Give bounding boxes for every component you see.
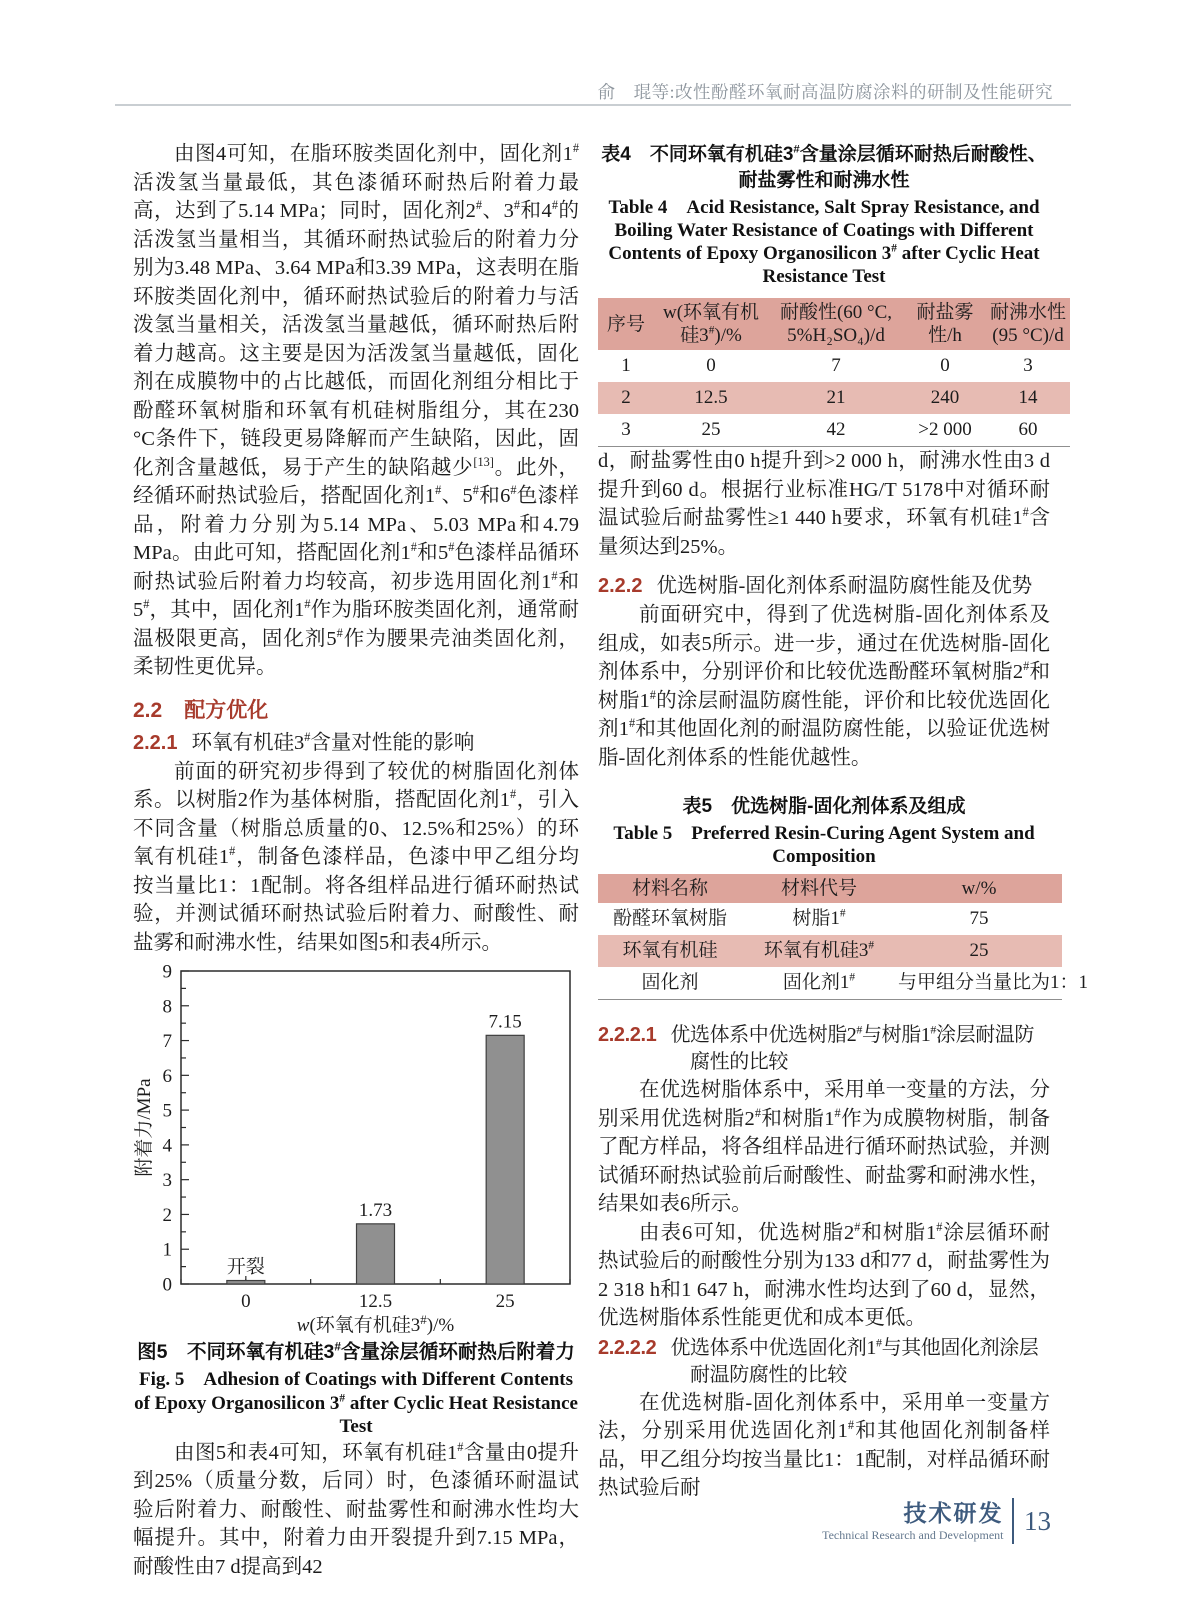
table-cell: 2 <box>598 382 654 414</box>
section-title: 优选树脂-固化剂体系耐温防腐性能及优势 <box>656 575 1033 597</box>
footer-divider <box>1012 1498 1015 1544</box>
table4 <box>598 298 1070 447</box>
table-cell: 25 <box>701 419 721 440</box>
svg-text:8: 8 <box>162 996 172 1018</box>
column-header: 材料代号 <box>742 874 896 903</box>
table-cell: 0 <box>706 355 716 376</box>
figure5-caption-zh: 图5 不同环氧有机硅3#含量涂层循环耐热后附着力 <box>137 1340 575 1363</box>
body-paragraph: 由图5和表4可知，环氧有机硅1#含量由0提升到25%（质量分数，后同）时，色漆循环耐温试验后附着力、耐酸性、耐盐雾性和耐沸水性均大幅提升。其中，附着力由开裂提升到7.15 MPa，耐酸性由7 d提高到42 <box>133 1439 580 1578</box>
figure5-bar-chart <box>133 965 579 1337</box>
column-header: 耐酸性(60 °C, 5%H₂SO₄)/d <box>768 298 904 350</box>
table-cell: 60 <box>1018 419 1038 440</box>
column-header: w(环氧有机硅3#)/% <box>654 298 768 350</box>
footer <box>822 1498 1051 1544</box>
section-number: 2.2.2.2 <box>598 1336 657 1359</box>
footer-section <box>822 1501 1003 1542</box>
footer-section-en: Technical Research and Development <box>822 1527 1004 1542</box>
section-title: 环氧有机硅3#含量对性能的影响 <box>191 729 475 754</box>
table5-title-en: Table 5 Preferred Resin-Curing Agent System and Composition <box>613 823 1035 867</box>
svg-text:2: 2 <box>162 1204 172 1226</box>
table-row <box>598 414 1070 447</box>
svg-text:开裂: 开裂 <box>226 1256 265 1278</box>
table5-title-zh: 表5 优选树脂-固化剂体系及组成 <box>682 796 966 817</box>
left-column <box>133 140 579 1581</box>
table-cell: 7 <box>831 355 841 376</box>
right-column <box>598 140 1089 1503</box>
table-cell: 14 <box>986 382 1070 414</box>
header-divider <box>115 104 1071 106</box>
section-title: 配方优化 <box>184 698 269 722</box>
table-row <box>598 903 1062 935</box>
svg-text:1: 1 <box>162 1239 172 1261</box>
figure5-caption-en: Fig. 5 Adhesion of Coatings with Different Contents of Epoxy Organosilicon 3# after Cyclic Heat Resistance Test <box>134 1369 578 1437</box>
column-header: 序号 <box>598 298 654 350</box>
table-cell: 25 <box>896 935 1062 967</box>
section-heading-2-2-1 <box>133 728 579 758</box>
table-cell: 42 <box>826 419 846 440</box>
section-number: 2.2.2.1 <box>598 1024 657 1046</box>
svg-text:6: 6 <box>162 1065 172 1087</box>
svg-text:7: 7 <box>162 1031 172 1053</box>
svg-text:25: 25 <box>495 1291 515 1312</box>
table-cell: 3 <box>1023 355 1033 376</box>
svg-text:0: 0 <box>241 1291 251 1312</box>
table-cell: 0 <box>940 355 950 376</box>
table-cell: 75 <box>969 908 989 929</box>
body-paragraph: 前面研究中，得到了优选树脂-固化剂体系及组成，如表5所示。进一步，通过在优选树脂-固化剂体系中，分别评价和比较优选酚醛环氧树脂2#和树脂1#的涂层耐温防腐性能，评价和比较优选固化剂1#和其他固化剂的耐温防腐性能，以验证优选树脂-固化剂体系的性能优越性。 <box>598 604 1051 769</box>
table-cell: 酚醛环氧树脂 <box>612 908 727 929</box>
table-cell: 1 <box>621 355 631 376</box>
table5 <box>598 874 1089 1000</box>
table-header-row <box>598 874 1062 903</box>
table-cell: 环氧有机硅 <box>598 935 742 967</box>
section-heading-2-2-2 <box>598 571 1050 601</box>
table-row <box>598 935 1062 967</box>
section-heading-2-2-2-1 <box>598 1022 1050 1076</box>
section-number: 2.2.1 <box>133 731 178 754</box>
svg-text:w(环氧有机硅3#)/%: w(环氧有机硅3#)/% <box>296 1312 455 1336</box>
body-paragraph: 由图4可知，在脂环胺类固化剂中，固化剂1#活泼氢当量最低，其色漆循环耐热后附着力最高，达到了5.14 MPa；同时，固化剂2#、3#和4#的活泼氢当量相当，其循环耐热试验后的附着力分别为3.48 MPa、3.64 MPa和3.39 MPa，这表明在脂环胺类固化剂中，循环耐热试验后的附着力与活泼氢当量相关，活泼氢当量越低，循环耐热后附着力越高。这主要是因为活泼氢当量越低，固化剂在成膜物中的占比越低，而固化剂组分相比于酚醛环氧树脂和环氧有机硅树脂组分，其在230 °C条件下，链段更易降解而产生缺陷，因此，固化剂含量越低，易于产生的缺陷越少[13]。此外，经循环耐热试验后，搭配固化剂1#、5#和6#色漆样品，附着力分别为5.14 MPa、5.03 MPa和4.79 MPa。由此可知，搭配固化剂1#和5#色漆样品循环耐热试验后附着力均较高，初步选用固化剂1#和5#，其中，固化剂1#作为脂环胺类固化剂，通常耐温极限更高，固化剂5#作为腰果壳油类固化剂，柔韧性更优异。 <box>133 141 580 678</box>
table-cell: 240 <box>904 382 986 414</box>
column-header: 耐沸水性(95 °C)/d <box>986 298 1070 350</box>
body-paragraph: 前面的研究初步得到了较优的树脂固化剂体系。以树脂2作为基体树脂，搭配固化剂1#，引入不同含量（树脂总质量的0、12.5%和25%）的环氧有机硅1#，制备色漆样品，色漆中甲乙组分均按当量比1：1配制。将各组样品进行循环耐热试验，并测试循环耐热试验后附着力、耐酸性、耐盐雾和耐沸水性，结果如图5和表4所示。 <box>133 760 580 954</box>
footer-section-zh: 技术研发 <box>903 1499 1004 1526</box>
table-row <box>598 382 1070 414</box>
table-header-row <box>598 298 1070 350</box>
column-header: 材料名称 <box>598 874 742 903</box>
page-number: 13 <box>1024 1505 1051 1536</box>
svg-text:附着力/MPa: 附着力/MPa <box>134 1078 155 1177</box>
table-cell: 与甲组分当量比为1：1 <box>898 972 1089 993</box>
table4-title-zh: 表4 不同环氧有机硅3#含量涂层循环耐热后耐酸性、耐盐雾性和耐沸水性 <box>601 143 1047 191</box>
svg-text:7.15: 7.15 <box>488 1011 522 1033</box>
section-heading-2-2-2-2 <box>598 1335 1050 1389</box>
svg-text:5: 5 <box>162 1100 172 1122</box>
svg-text:0: 0 <box>162 1274 172 1296</box>
table-cell: 环氧有机硅3# <box>742 935 896 967</box>
body-paragraph: 由表6可知，优选树脂2#和树脂1#涂层循环耐热试验后的耐酸性分别为133 d和77 d，耐盐雾性为2 318 h和1 647 h，耐沸水性均达到了60 d，显然，优选树脂体系性能更优和成本更低。 <box>598 1219 1051 1329</box>
table-cell: 固化剂 <box>641 972 699 993</box>
body-paragraph: d，耐盐雾性由0 h提升到>2 000 h，耐沸水性由3 d提升到60 d。根据行业标准HG/T 5178中对循环耐温试验后耐盐雾性≥1 440 h要求，环氧有机硅1#含量须达到25%。 <box>598 450 1051 558</box>
svg-text:3: 3 <box>162 1170 172 1192</box>
table4-title-en: Table 4 Acid Resistance, Salt Spray Resistance, and Boiling Water Resistance of Coatings with Different Contents of Epoxy Organosilicon 3# after Cyclic Heat Resistance Test <box>608 197 1040 287</box>
running-head: 俞 琨等:改性酚醛环氧耐高温防腐涂料的研制及性能研究 <box>597 82 1053 102</box>
section-heading-2-2 <box>133 696 579 726</box>
table-cell: >2 000 <box>918 419 972 440</box>
body-paragraph: 在优选树脂-固化剂体系中，采用单一变量方法，分别采用优选固化剂1#和其他固化剂制备样品，甲乙组分均按当量比1：1配制，对样品循环耐热试验后耐 <box>598 1391 1051 1499</box>
table-cell: 3 <box>621 419 631 440</box>
table-row <box>598 967 1062 1000</box>
table-row <box>598 350 1070 382</box>
svg-text:12.5: 12.5 <box>358 1291 393 1312</box>
svg-text:9: 9 <box>162 965 172 983</box>
table-cell: 树脂1# <box>792 907 846 929</box>
section-title: 优选体系中优选树脂2#与树脂1#涂层耐温防腐性的比较 <box>670 1022 1034 1073</box>
table-cell: 21 <box>768 382 904 414</box>
body-paragraph: 在优选树脂体系中，采用单一变量的方法，分别采用优选树脂2#和树脂1#作为成膜物树脂，制备了配方样品，将各组样品进行循环耐热试验，并测试循环耐热试验前后耐酸性、耐盐雾和耐沸水性，结果如表6所示。 <box>598 1079 1050 1215</box>
table-cell: 固化剂1# <box>782 971 856 993</box>
section-title: 优选体系中优选固化剂1#与其他固化剂涂层耐温防腐性的比较 <box>670 1334 1039 1386</box>
column-header: 耐盐雾性/h <box>904 298 986 350</box>
svg-text:1.73: 1.73 <box>358 1199 393 1221</box>
column-header: w/% <box>896 874 1062 903</box>
table-cell: 12.5 <box>654 382 768 414</box>
section-number: 2.2.2 <box>598 575 643 597</box>
section-number: 2.2 <box>133 698 163 722</box>
svg-text:4: 4 <box>162 1135 172 1157</box>
